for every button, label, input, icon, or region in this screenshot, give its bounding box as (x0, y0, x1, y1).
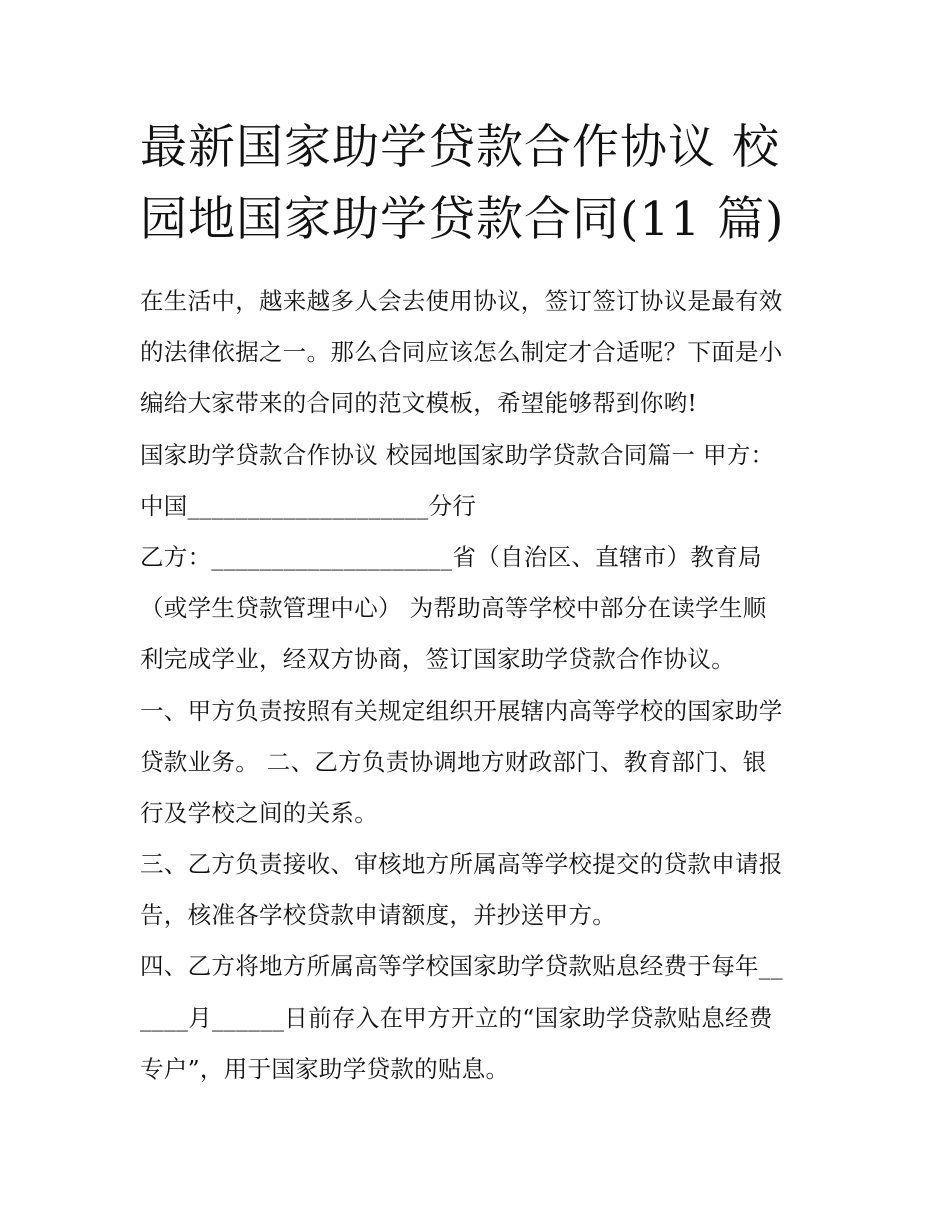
document-body (140, 276, 820, 1095)
body-line: 贷款业务。 二、乙方负责协调地方财政部门、教育部门、银 (140, 747, 767, 776)
title-line-1: 最新国家助学贷款合作协议 校 (140, 120, 780, 175)
title-line-2: 园地国家助学贷款合同(11 篇) (140, 192, 785, 247)
body-line: 中国____________________分行 (140, 491, 477, 520)
body-line: ____月______日前存入在甲方开立的“国家助学贷款贴息经费 (140, 1003, 773, 1032)
body-line: 编给大家带来的合同的范文模板，希望能够帮到你哟! (140, 389, 698, 418)
body-line: 国家助学贷款合作协议 校园地国家助学贷款合同篇一 甲方： (140, 440, 775, 469)
body-line: （或学生贷款管理中心） 为帮助高等学校中部分在读学生顺 (140, 594, 767, 623)
body-line: 告，核准各学校贷款申请额度，并抄送甲方。 (140, 901, 616, 930)
body-line: 四、乙方将地方所属高等学校国家助学贷款贴息经费于每年__ (140, 952, 783, 981)
body-line: 行及学校之间的关系。 (140, 798, 378, 827)
body-line: 三、乙方负责接收、审核地方所属高等学校提交的贷款申请报 (140, 850, 783, 879)
body-line: 的法律依据之一。那么合同应该怎么制定才合适呢？下面是小 (140, 338, 783, 367)
body-line: 专户”，用于国家助学贷款的贴息。 (140, 1054, 510, 1083)
body-line: 利完成学业，经双方协商，签订国家助学贷款合作协议。 (140, 645, 735, 674)
body-line: 一、甲方负责按照有关规定组织开展辖内高等学校的国家助学 (140, 696, 783, 725)
body-line: 在生活中，越来越多人会去使用协议，签订签订协议是最有效 (140, 287, 783, 315)
document-title (140, 112, 820, 256)
body-line: 乙方：____________________省（自治区、直辖市）教育局 (140, 542, 762, 571)
